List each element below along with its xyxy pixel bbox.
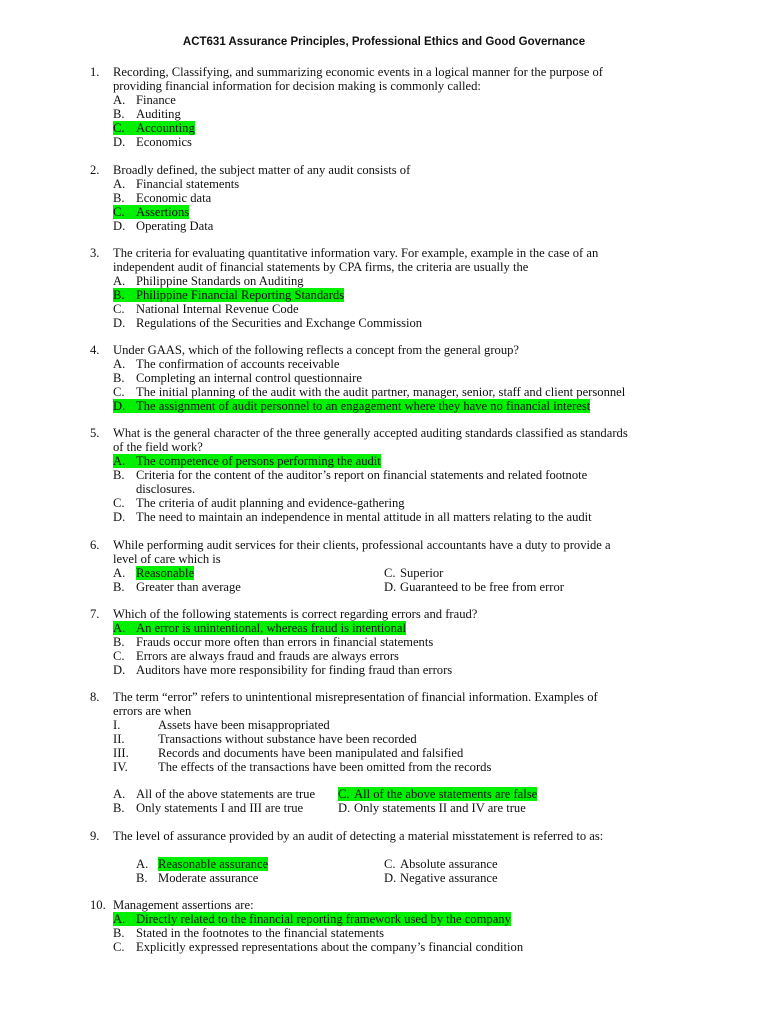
option-letter: C.	[113, 940, 125, 954]
option-letter: A.	[113, 787, 126, 801]
option-letter: B.	[113, 371, 125, 385]
question-stem: providing financial information for decision making is commonly called:	[113, 79, 481, 93]
option-text: Negative assurance	[400, 871, 498, 885]
question-number: 6.	[90, 538, 100, 552]
option-text: Auditors have more responsibility for finding fraud than errors	[136, 663, 453, 677]
option-text-continued: disclosures.	[136, 482, 196, 496]
option-letter: D.	[384, 871, 397, 885]
option-letter: D.	[113, 399, 136, 413]
option-text: Greater than average	[136, 580, 241, 594]
option-letter: C.	[113, 205, 136, 219]
option-letter: B.	[136, 871, 148, 885]
option-text: The confirmation of accounts receivable	[136, 357, 340, 371]
option-text: Stated in the footnotes to the financial statements	[136, 926, 384, 940]
question-stem: Management assertions are:	[113, 898, 254, 912]
question-stem: While performing audit services for their clients, professional accountants have a duty to provide a	[113, 538, 611, 552]
option-letter: B.	[113, 107, 125, 121]
option-text: Guaranteed to be free from error	[400, 580, 564, 594]
option-letter: D.	[113, 219, 126, 233]
question-stem: Recording, Classifying, and summarizing economic events in a logical manner for the purpose of	[113, 65, 603, 79]
option-letter: B.	[113, 468, 125, 482]
option-letter: C.	[384, 857, 396, 871]
option-text: Operating Data	[136, 219, 214, 233]
statement-numeral: II.	[113, 732, 125, 746]
question-stem: Broadly defined, the subject matter of any audit consists of	[113, 163, 411, 177]
option-text: Completing an internal control questionnaire	[136, 371, 362, 385]
question-stem: errors are when	[113, 704, 192, 718]
question-number: 4.	[90, 343, 100, 357]
option-letter: A.	[113, 177, 126, 191]
question-number: 9.	[90, 829, 100, 843]
option-text: Reasonable assurance	[158, 857, 269, 871]
question-stem: What is the general character of the three generally accepted auditing standards classified as standards	[113, 426, 628, 440]
option-letter: D.	[113, 663, 126, 677]
option-letter: C.	[113, 302, 125, 316]
option-text: Economics	[136, 135, 192, 149]
option-text: Philippine Financial Reporting Standards	[136, 288, 345, 302]
option-letter: A.	[113, 274, 126, 288]
option-text: Directly related to the financial reporting framework used by the company	[136, 912, 511, 926]
option-text: Explicitly expressed representations about the company’s financial condition	[136, 940, 524, 954]
document-title: ACT631 Assurance Principles, Professional Ethics and Good Governance	[182, 36, 586, 48]
option-text: Finance	[136, 93, 176, 107]
statement-text: Records and documents have been manipulated and falsified	[158, 746, 464, 760]
option-letter: C.	[113, 649, 125, 663]
question-stem: of the field work?	[113, 440, 203, 454]
option-text: The need to maintain an independence in mental attitude in all matters relating to the audit	[136, 510, 592, 524]
question-number: 8.	[90, 690, 100, 704]
question-stem: Under GAAS, which of the following reflects a concept from the general group?	[113, 343, 520, 357]
option-letter: C.	[113, 385, 125, 399]
option-letter: C.	[113, 121, 125, 135]
option-letter: A.	[136, 857, 149, 871]
statement-text: Assets have been misappropriated	[158, 718, 330, 732]
option-letter: B.	[113, 191, 125, 205]
statement-numeral: IV.	[113, 760, 128, 774]
option-letter: D.	[113, 135, 126, 149]
question-number: 2.	[90, 163, 100, 177]
option-letter: D.	[113, 316, 126, 330]
option-letter: B.	[113, 801, 125, 815]
question-stem: level of care which is	[113, 552, 221, 566]
option-letter: D.	[113, 510, 126, 524]
option-text: All of the above statements are false	[354, 787, 538, 801]
option-letter: C.	[338, 787, 354, 801]
question-stem: independent audit of financial statements by CPA firms, the criteria are usually the	[113, 260, 529, 274]
question-stem: The term “error” refers to unintentional misrepresentation of financial information. Examples of	[113, 690, 598, 704]
option-letter: A.	[113, 566, 126, 580]
option-letter: D.	[384, 580, 397, 594]
option-letter: B.	[113, 288, 136, 302]
option-letter: A.	[113, 454, 136, 468]
question-number: 7.	[90, 607, 100, 621]
option-text: The assignment of audit personnel to an engagement where they have no financial interest	[136, 399, 591, 413]
statement-text: Transactions without substance have been recorded	[158, 732, 417, 746]
option-letter: C.	[113, 496, 125, 510]
option-text: All of the above statements are true	[136, 787, 316, 801]
option-text: Moderate assurance	[158, 871, 259, 885]
option-text: Superior	[400, 566, 444, 580]
option-text: Only statements II and IV are true	[354, 801, 526, 815]
option-text: Errors are always fraud and frauds are always errors	[136, 649, 399, 663]
option-text: Absolute assurance	[400, 857, 498, 871]
option-letter: A.	[113, 912, 136, 926]
option-text: Reasonable	[136, 566, 195, 580]
option-letter: A.	[113, 93, 126, 107]
question-number: 5.	[90, 426, 100, 440]
option-text: National Internal Revenue Code	[136, 302, 299, 316]
option-text: Frauds occur more often than errors in financial statements	[136, 635, 434, 649]
option-letter: D.	[338, 801, 351, 815]
option-text: The initial planning of the audit with the audit partner, manager, senior, staff and client personnel	[136, 385, 626, 399]
option-text: The criteria of audit planning and evidence-gathering	[136, 496, 405, 510]
option-letter: B.	[113, 635, 125, 649]
question-number: 10.	[90, 898, 106, 912]
option-text: Assertions	[136, 205, 190, 219]
option-text: Regulations of the Securities and Exchange Commission	[136, 316, 423, 330]
statement-numeral: III.	[113, 746, 129, 760]
option-text: Philippine Standards on Auditing	[136, 274, 304, 288]
option-text: The competence of persons performing the audit	[136, 454, 381, 468]
option-letter: A.	[113, 621, 136, 635]
question-number: 3.	[90, 246, 100, 260]
option-text: Criteria for the content of the auditor’s report on financial statements and related footnote	[136, 468, 588, 482]
statement-text: The effects of the transactions have been omitted from the records	[158, 760, 492, 774]
option-letter: B.	[113, 926, 125, 940]
question-stem: Which of the following statements is correct regarding errors and fraud?	[113, 607, 478, 621]
option-text: Financial statements	[136, 177, 240, 191]
option-text: An error is unintentional, whereas fraud is intentional	[136, 621, 406, 635]
option-text: Only statements I and III are true	[136, 801, 304, 815]
question-number: 1.	[90, 65, 100, 79]
option-letter: A.	[113, 357, 126, 371]
option-letter: B.	[113, 580, 125, 594]
option-letter: C.	[384, 566, 396, 580]
option-text: Accounting	[136, 121, 195, 135]
statement-numeral: I.	[113, 718, 121, 732]
question-stem: The level of assurance provided by an audit of detecting a material misstatement is referred to as:	[113, 829, 604, 843]
option-text: Auditing	[136, 107, 181, 121]
option-text: Economic data	[136, 191, 212, 205]
question-stem: The criteria for evaluating quantitative information vary. For example, example in the case of an	[113, 246, 599, 260]
